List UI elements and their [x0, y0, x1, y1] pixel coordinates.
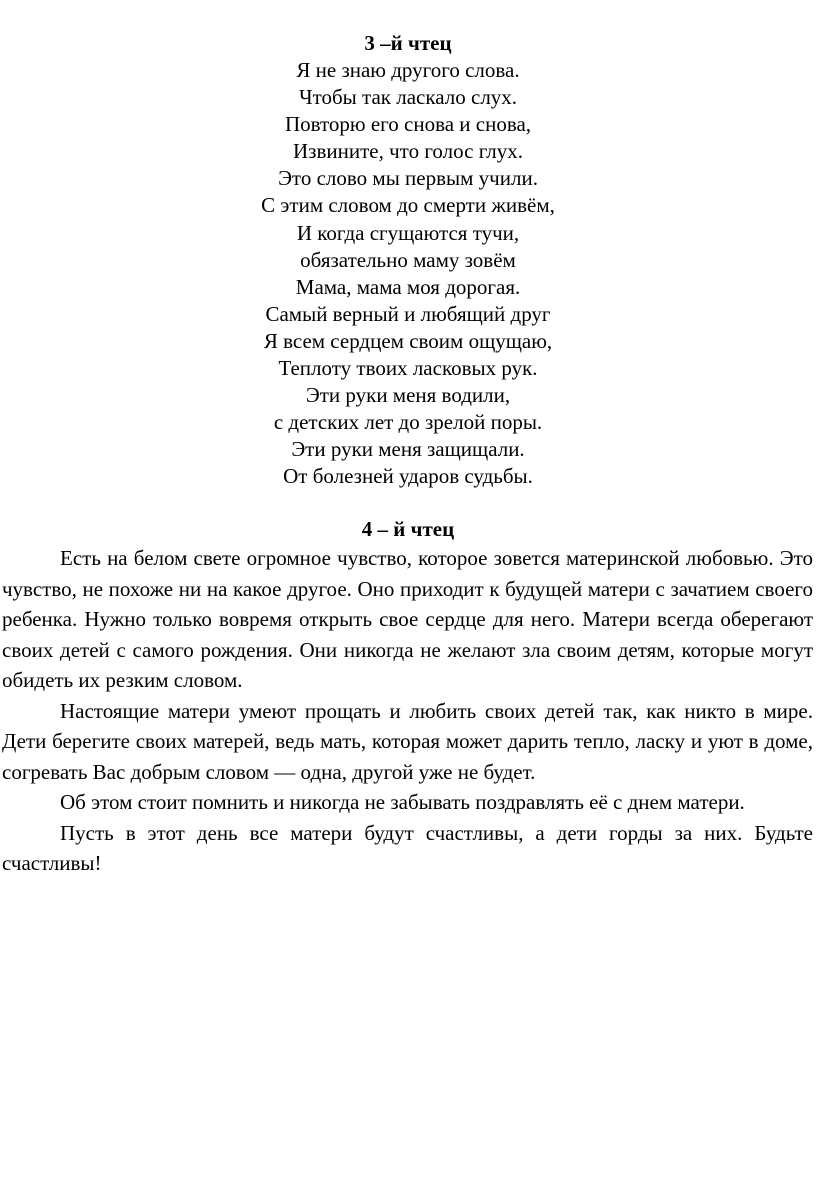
reader4-heading: 4 – й чтец [361, 517, 455, 541]
poem-line: Это слово мы первым учили. [278, 166, 538, 191]
poem-line: И когда сгущаются тучи, [296, 220, 520, 245]
poem-line: Я всем сердцем своим ощущаю, [263, 328, 553, 353]
poem-line: Извините, что голос глух. [293, 139, 523, 164]
poem-line: Мама, мама моя дорогая. [295, 274, 521, 299]
poem-stanza [0, 57, 816, 491]
prose-body [2, 543, 813, 879]
poem-line: Повторю его снова и снова, [284, 112, 532, 137]
poem-line: От болезней ударов судьбы. [283, 464, 533, 489]
poem-line: Теплоту твоих ласковых рук. [278, 356, 538, 381]
prose-paragraph: Есть на белом свете огромное чувство, которое зовется материнской любовью. Это чувство, не похоже ни на какое другое. Оно приходит к будущей матери с зачатием своего ребенка. Нужно только вовремя открыть свое сердце для него. Матери всегда оберегают своих детей с самого рождения. Они никогда не желают зла своим детям, которые могут обидеть их резким словом. [2, 546, 813, 692]
prose-paragraph: Об этом стоит помнить и никогда не забывать поздравлять её с днем матери. [60, 790, 745, 814]
poem-line: С этим словом до смерти живём, [261, 193, 555, 218]
reader3-heading: 3 –й чтец [364, 31, 452, 55]
prose-paragraph: Настоящие матери умеют прощать и любить своих детей так, как никто в мире. Дети берегите своих матерей, ведь мать, которая может дарить тепло, ласку и уют в доме, согревать Вас добрым словом — одна, другой уже не будет. [2, 698, 813, 784]
poem-line: Эти руки меня защищали. [291, 437, 525, 462]
poem-line: с детских лет до зрелой поры. [273, 410, 543, 435]
poem-line: Самый верный и любящий друг [265, 301, 551, 326]
poem-line: Эти руки меня водили, [305, 383, 511, 408]
prose-paragraph: Пусть в этот день все матери будут счастливы, а дети горды за них. Будьте счастливы! [2, 820, 813, 875]
poem-line: Чтобы так ласкало слух. [298, 85, 518, 110]
poem-line: Я не знаю другого слова. [296, 58, 520, 82]
poem-line: обязательно маму зовём [300, 247, 516, 272]
